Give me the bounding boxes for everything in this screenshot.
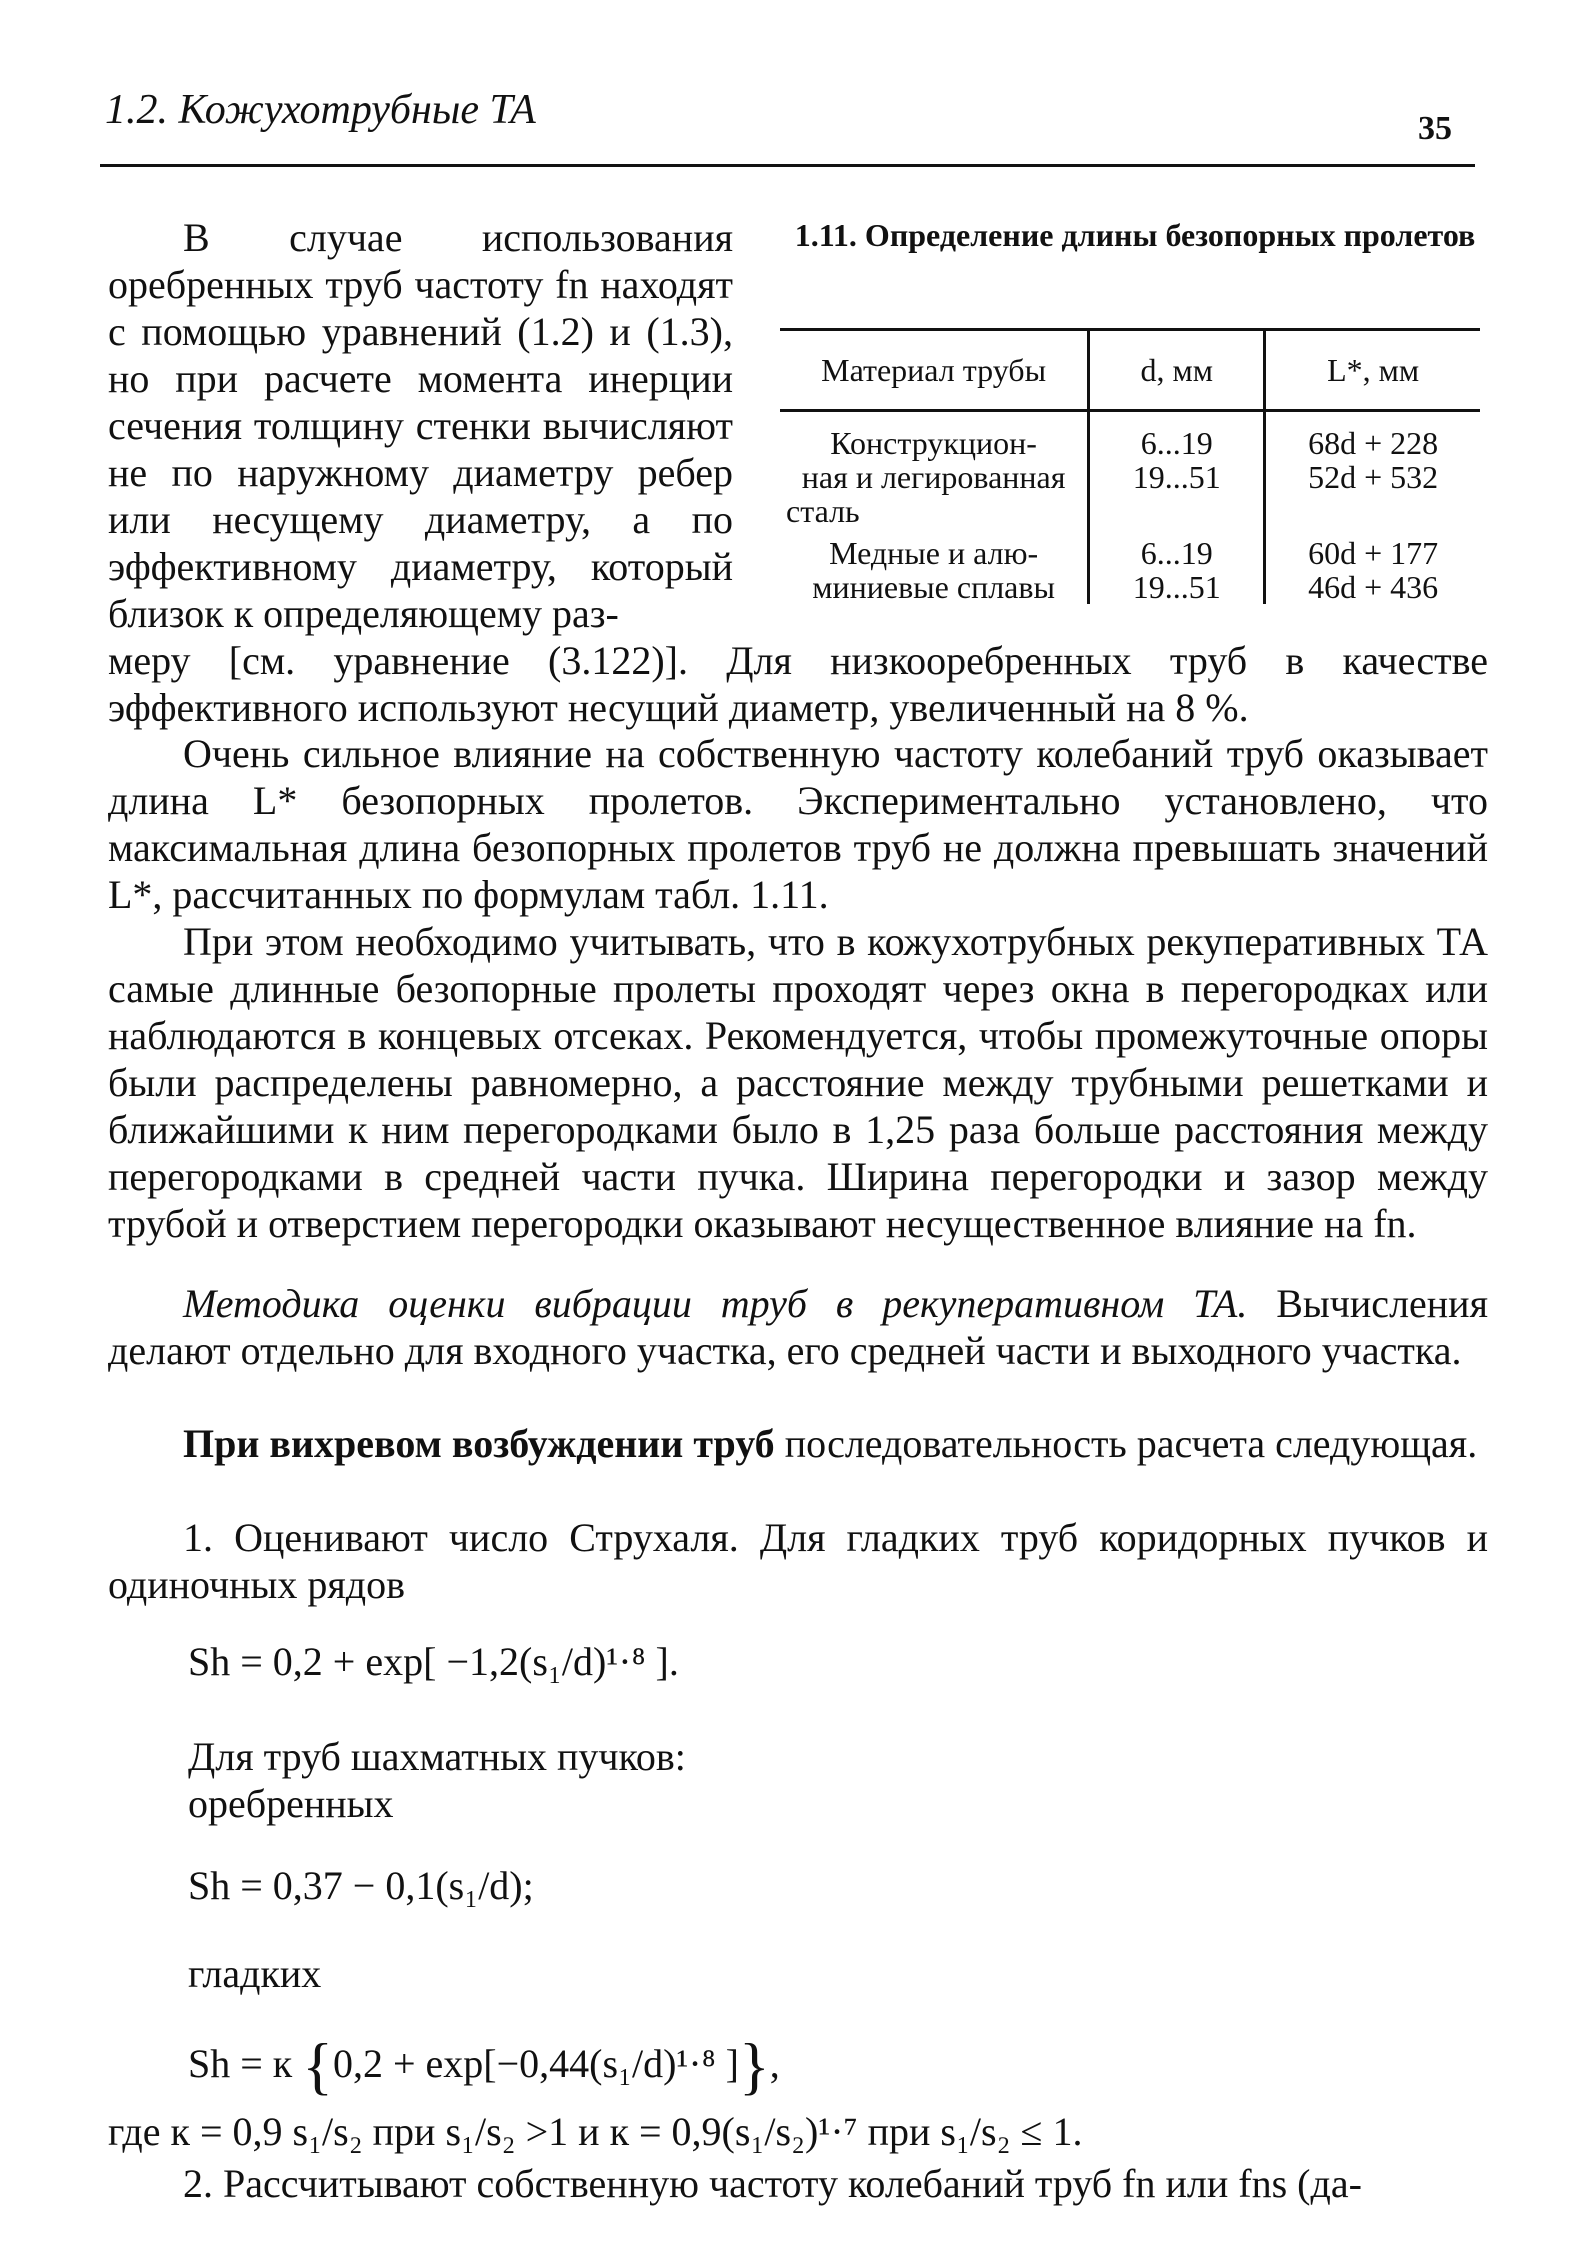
paragraph-1-continued: меру [см. уравнение (3.122)]. Для низкооребренных труб в качестве эффективного используют несущий диаметр, увеличенный на 8 %. <box>108 638 1488 730</box>
material-line: Медные и алю- <box>829 535 1039 571</box>
material-line: Конструкцион- <box>830 425 1037 461</box>
table-header-material: Материал трубы <box>780 330 1089 411</box>
label-staggered: Для труб шахматных пучков: <box>188 1734 686 1779</box>
formula-strouhal-inline: Sh = 0,2 + exp[ −1,2(s₁/d)¹·⁸ ]. <box>188 1639 679 1684</box>
running-header-section: 1.2. Кожухотрубные ТА <box>105 87 536 133</box>
formula-lhs: Sh = к <box>188 2041 293 2086</box>
table-cell-d <box>1089 528 1265 604</box>
paragraph-5 <box>108 1420 1488 1467</box>
d-range: 19...51 <box>1132 459 1221 495</box>
L-formula: 46d + 436 <box>1308 569 1439 605</box>
right-brace: } <box>739 2030 770 2101</box>
formula-note: где к = 0,9 s₁/s₂ при s₁/s₂ >1 и к = 0,9(s₁/s₂)¹·⁷ при s₁/s₂ ≤ 1. <box>108 2109 1083 2154</box>
L-formula: 68d + 228 <box>1308 425 1439 461</box>
table-row <box>780 411 1480 529</box>
paragraph-5-rest: последовательность расчета следующая. <box>774 1421 1478 1466</box>
paragraph-2 <box>108 730 1488 918</box>
paragraph-6-text: 1. Оценивают число Струхаля. Для гладких труб коридорных пучков и одиночных рядов <box>108 1515 1488 1607</box>
last-line: 2. Рассчитывают собственную частоту колебаний труб fn или fns (да- <box>183 2161 1362 2206</box>
label-smooth: гладких <box>188 1951 322 1996</box>
paragraph-4-text <box>108 1280 1488 1374</box>
span-length-table <box>780 328 1480 604</box>
material-line: сталь <box>786 493 860 529</box>
L-formula: 60d + 177 <box>1308 535 1439 571</box>
table-cell-L <box>1265 528 1480 604</box>
vortex-heading: При вихревом возбуждении труб <box>183 1421 775 1466</box>
table-cell-material <box>780 528 1089 604</box>
d-range: 19...51 <box>1132 569 1221 605</box>
paragraph-1-left-text: В случае использования оребренных труб частоту fn находят с помощью уравнений (1.2) и (1.3), но при расчете момента инерции сечения толщину стенки вычисляют не по наружному диаметру ребер или несущему диаметру, а по эффективному диаметру, который близок к определяющему раз- <box>108 215 733 636</box>
paragraph-4-rest: Вычисления делают отдельно для входного участка, его средней части и выходного участка. <box>108 1281 1488 1373</box>
material-line: миниевые сплавы <box>812 569 1055 605</box>
table-header-d: d, мм <box>1089 330 1265 411</box>
formula-strouhal-smooth <box>188 2030 780 2101</box>
formula-body: 0,2 + exp[−0,44(s₁/d)¹·⁸ ] <box>332 2041 740 2086</box>
paragraph-5-text <box>108 1420 1488 1467</box>
label-finned: оребренных <box>188 1781 394 1826</box>
header-rule <box>100 164 1475 167</box>
table-cell-L <box>1265 411 1480 529</box>
formula-strouhal-finned: Sh = 0,37 − 0,1(s₁/d); <box>188 1863 534 1908</box>
table-row <box>780 528 1480 604</box>
paragraph-3 <box>108 918 1488 1247</box>
material-line: ная и легированная <box>801 459 1066 495</box>
formula-end: , <box>769 2041 780 2086</box>
table-header-L: L*, мм <box>1265 330 1480 411</box>
paragraph-3-text: При этом необходимо учитывать, что в кожухотрубных рекуперативных ТА самые длинные безопорные пролеты проходят через окна в перегородках или наблюдаются в концевых отсеках. Рекомендуется, чтобы промежуточные опоры были распределены равномерно, а расстояние между трубными решетками и ближайшими к ним перегородками было в 1,25 раза больше расстояния между перегородками в средней части пучка. Ширина перегородки и зазор между трубой и отверстием перегородки оказывают несущественное влияние на fn. <box>108 919 1488 1246</box>
d-range: 6...19 <box>1140 535 1213 571</box>
paragraph-6 <box>108 1514 1488 1608</box>
method-heading: Методика оценки вибрации труб в рекуперативном ТА. <box>183 1281 1248 1326</box>
paragraph-4 <box>108 1280 1488 1374</box>
table-caption: 1.11. Определение длины безопорных пролетов <box>794 217 1476 253</box>
table-cell-material <box>780 411 1089 529</box>
d-range: 6...19 <box>1140 425 1213 461</box>
table-header-row <box>780 330 1480 411</box>
paragraph-2-text: Очень сильное влияние на собственную частоту колебаний труб оказывает длина L* безопорных пролетов. Экспериментально установлено, что максимальная длина безопорных пролетов труб не должна превышать значений L*, рассчитанных по формулам табл. 1.11. <box>108 731 1488 917</box>
L-formula: 52d + 532 <box>1308 459 1439 495</box>
paragraph-1-left <box>108 214 733 637</box>
table-cell-d <box>1089 411 1265 529</box>
page-number: 35 <box>1418 110 1452 147</box>
left-brace: { <box>302 2030 333 2101</box>
